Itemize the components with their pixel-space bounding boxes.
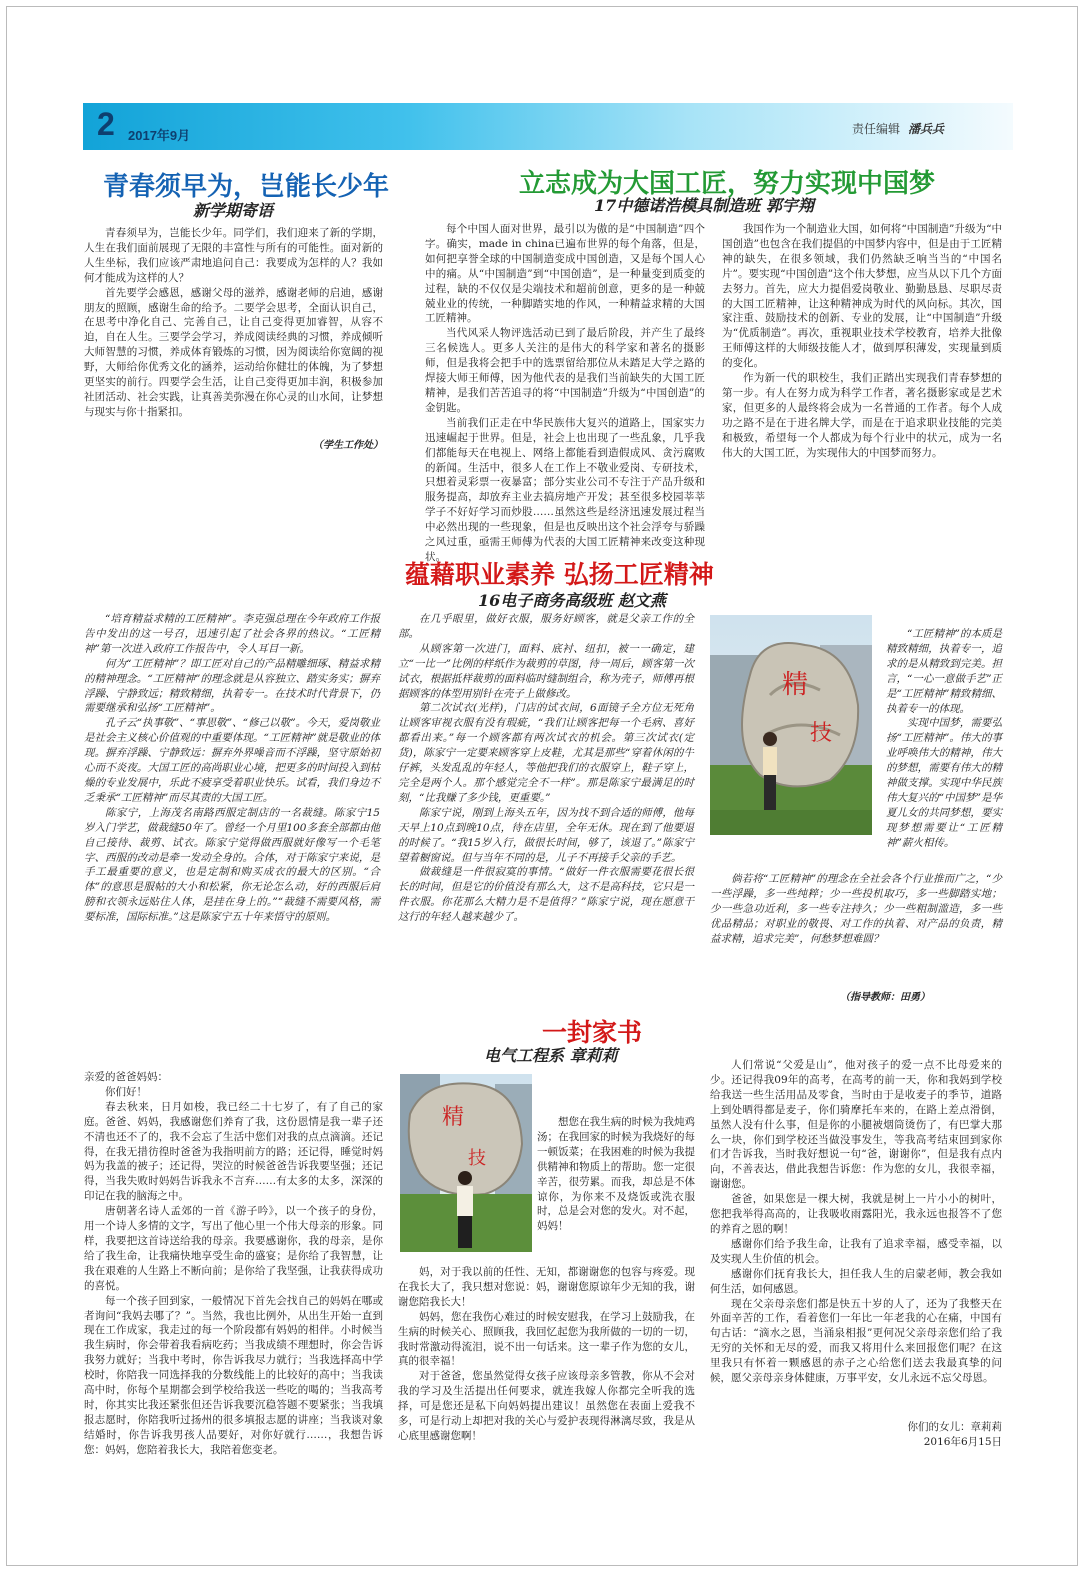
article4-body-col2a <box>537 1070 695 1253</box>
paragraph: 唐朝著名诗人孟郊的一首《游子吟》，以一个孩子的身份，用一个诗人多情的文字，写出了他心里一个伟大母亲的形象。同样，我要把这首诗送给我的母亲。我要感谢你，我的母亲，是你给了我生命，让我痛快地享受生命的盛宴；是你给了我智慧，让我在艰难的人生路上不断向前；是你给了我坚强，让我获得成功的喜悦。 <box>84 1205 383 1292</box>
paragraph: 妈，对于我以前的任性、无知，都谢谢您的包容与疼爱。现在我长大了，我只想对您说：妈，谢谢您原谅年少无知的我，谢谢您陪我长大！ <box>398 1266 695 1308</box>
closing-date: 2016年6月15日 <box>923 1436 1002 1448</box>
article4-byline: 电气工程系 章莉莉 <box>484 1046 618 1065</box>
article2-body-col2 <box>722 222 1002 522</box>
article4-photo <box>400 1074 532 1252</box>
page-number: 2 <box>97 106 115 142</box>
paragraph: 从顾客第一次进门，面料、底衬、纽扣，被一一确定，建立“一比一”比例的样纸作为裁剪的草图，待一周后，顾客第一次试衣，根据抵样裁剪的面料临时缝制组合，称为壳子，师傅再根据顾客的体型用别针在壳子上做修改。 <box>398 642 694 700</box>
article1-body <box>84 226 383 432</box>
paragraph: 青春须早为，岂能长少年。同学们，我们迎来了新的学期，人生在我们面前展现了无限的丰富性与所有的可能性。面对新的人生坐标，我们应该严肃地追问自己：我要成为怎样的人？我如何才能成为这样的人？ <box>84 227 383 284</box>
greeting: 你们好！ <box>105 1085 147 1098</box>
stone-sculpture-image <box>710 615 872 835</box>
svg-text:精: 精 <box>782 670 809 700</box>
article1-title: 青春须早为，岂能长少年 <box>103 172 390 202</box>
editor-name: 潘兵兵 <box>908 122 945 136</box>
paragraph: 现在父亲母亲您们都是快五十岁的人了，还为了我整天在外面辛苦的工作，看着您们一年比一年老我的心在痛，中国有句古话：“滴水之恩，当涌泉相报”更何况父亲母亲您们给了我无穷的关怀和无尽的爱，而我又将用什么来回报您们呢？在这里我只有怀着一颗感恩的赤子之心给您们送去我最真挚的问候，愿父亲母亲身体健康，万事平安，女儿永远不忘父母恩。 <box>710 1297 1002 1385</box>
article4-closing <box>820 1420 1002 1450</box>
closing-sign: 你们的女儿：章莉莉 <box>907 1421 1002 1433</box>
paragraph: 首先要学会感恩，感谢父母的滋养，感谢老师的启迪，感谢朋友的照顾，感谢生命的给予。二要学会思考，全面认识自己，在思考中净化自己、完善自己，让自己变得更加睿智，从容不迫，自在人生。三要学会学习，养成阅读经典的习惯，养成倾听大师智慧的习惯，养成体育锻炼的习惯，因为阅读给你宽阔的视野，大师给你优秀文化的涵养，运动给你健壮的体魄，为了梦想更坚实的前行。四要学会生活，让自己变得更加丰润，积极参加社团活动、社会实践，让真善美弥漫在你心灵的山水间，让梦想与现实与你十指紧扣。 <box>84 286 383 418</box>
article1-signature: （学生工作处） <box>313 440 383 451</box>
paragraph: 妈妈，您在我伤心难过的时候安慰我，在学习上鼓励我，在生病的时候关心、照顾我，我回忆起您为我所做的一切的一切，我时常激动得流泪，说不出一句话来。这一辈子作为您的女儿，真的很幸福！ <box>398 1310 695 1368</box>
svg-text:技: 技 <box>468 1148 486 1169</box>
article4-body-col1 <box>84 1070 383 1490</box>
article2-byline: 17中德诺浩模具制造班 郭宇翔 <box>594 196 814 215</box>
paragraph: 想您在我生病的时候为我炖鸡汤；在我回家的时候为我烧好的每一顿饭菜；在我困难的时候为我提供精神和物质上的帮助。您一定很辛苦，很劳累。而我，却总是不体谅你，为你来不及烧饭或洗衣服时，总是会对您的发火。对不起，妈妈！ <box>537 1116 695 1233</box>
article3-body-col1 <box>84 612 380 1008</box>
paragraph: 感谢你们给予我生命，让我有了追求幸福，感受幸福，以及实现人生价值的机会。 <box>710 1237 1002 1265</box>
paragraph: 实现中国梦，需要弘扬“工匠精神”。伟大的事业呼唤伟大的精神，伟大的梦想，需要有伟大的精神做支撑。实现中华民族伟大复兴的“中国梦”是华夏儿女的共同梦想，要实现梦想需要让“工匠精神”薪火相传。 <box>886 717 1002 849</box>
editor-credit <box>852 120 944 137</box>
paragraph: 在几乎眼里，做好衣服，服务好顾客，就是父亲工作的全部。 <box>398 613 694 640</box>
article4-title: 一封家书 <box>542 1018 643 1047</box>
article3-photo <box>710 615 872 835</box>
article3-body-col2 <box>398 612 694 1008</box>
paragraph: 我国作为一个制造业大国，如何将“中国制造”升级为“中国创造”也包含在我们提倡的中国梦内容中，但是由于工匠精神的缺失，在很多领域，我们仍然缺乏响当当的“中国名片”。要实现“中国创造”这个伟大梦想，应当从以下几个方面去努力。首先，应大力提倡爱岗敬业、勤勤恳恳、尽职尽责的大国工匠精神，让这种精神成为时代的风向标。其次，国家注重、鼓励技术的创新、专业的发展，让“中国制造”升级为“优质制造”。再次，重视职业技术学校教育，培养大批像王师傅这样的大师级技能人才，做到厚积薄发，实现量到质的变化。 <box>722 223 1002 370</box>
article4-body-col3 <box>710 1058 1002 1408</box>
paragraph: 孔子云“执事敬”、“事思敬”、“修己以敬”。今天，爱岗敬业是社会主义核心价值观的中重要体现。“工匠精神”就是敬业的体现。摒弃浮躁、宁静致远：摒弃外界噪音而不浮躁，坚守原始初心而不炎夜。大国工匠的高尚职业心境，把更多的时间投入到枯燥的专业发展中，乐此不疲享受着职业快乐。试看，我们身边不乏秉承“工匠精神”而尽其责的大国工匠。 <box>84 717 380 804</box>
editor-label: 责任编辑 <box>852 122 901 136</box>
svg-text:精: 精 <box>442 1105 465 1130</box>
article3-body-col3b <box>710 872 1002 982</box>
article3-body-col3a <box>886 612 1002 849</box>
paragraph: 当代风采人物评选活动已到了最后阶段，并产生了最终三名候选人。更多人关注的是伟大的科学家和著名的摄影师，但是我将会把手中的选票留给那位从未踏足大学之路的焊接大师王师傅，因为他代表的是我们当前缺失的大国工匠精神，是我们苦苦追寻的将“中国制造”升级为“中国创造”的金钥匙。 <box>425 327 705 414</box>
stone-sculpture-image <box>400 1074 532 1252</box>
paragraph: 春去秋来，日月如梭，我已经二十七岁了，有了自己的家庭。爸爸、妈妈，我感谢您们养育了我，这份恩情是我一辈子还不清也还不了的，我不会忘了生活中您们对我的点点滴滴。还记得，在我无措彷徨时爸爸为我指明前方的路；还记得，睡觉时妈妈为我盖的被子；还记得，哭泣的时候爸爸告诉我要坚强；还记得，当我失败时妈妈告诉我永不言弃……有太多的太多，深深的印记在我的脑海之中。 <box>84 1100 383 1203</box>
paragraph: 陈家宁说，刚到上海头五年，因为找不到合适的师傅，他每天早上10点到晚10点，待在店里，全年无休。现在到了他要退的时候了。“我15岁入行，做很长时间，够了，该退了。”陈家宁望着橱窗说。但与当年不同的是，儿子不再接手父亲的手艺。 <box>398 806 694 864</box>
article2-title: 立志成为大国工匠，努力实现中国梦 <box>519 169 936 199</box>
paragraph: 每个中国人面对世界，最引以为傲的是“中国制造”四个字。确实，made in china已遍布世界的每个角落，但是，如何把享誉全球的中国制造变成中国创造，又是每个国人心中的痛。从“中国制造”到“中国创造”，是一种量变到质变的过程，缺的不仅仅是尖端技术和超前创意，更多的是一种兢兢业业的传统，一种脚踏实地的作风，一种精益求精的大国工匠精神。 <box>425 223 705 325</box>
paragraph: 做裁缝是一件很寂寞的事情。“做好一件衣服需要花很长很长的时间，但是它的价值没有那么大，这不是高科技，它只是一件衣服。你花那么大精力是不是值得？”陈家宁说，现在愿意干这行的年轻人越来越少了。 <box>398 866 694 924</box>
paragraph: 对于爸爸，您虽然觉得女孩子应该母亲多管教，你从不会对我的学习及生活提出任何要求，就连我嫁人你都完全听我的选择，可是您还是私下向妈妈提出建议！虽然您在表面上爱我不多，可是行动上却把对我的关心与爱护表现得淋漓尽致，我是从心底里感谢您啊！ <box>398 1370 695 1442</box>
paragraph: “工匠精神”的本质是精致精细，执着专一，追求的是从精致到完美。担言，“一心一意做手艺”正是“工匠精神”精致精细、执着专一的体现。 <box>886 628 1002 715</box>
paragraph: “培育精益求精的工匠精神”。李克强总理在今年政府工作报告中发出的这一号召，迅速引起了社会各界的热议。“工匠精神”第一次进入政府工作报告中，令人耳目一新。 <box>84 613 380 655</box>
paragraph: 感谢你们抚育我长大，担任我人生的启蒙老师，教会我如何生活，如何感恩。 <box>710 1267 1002 1295</box>
salutation: 亲爱的爸爸妈妈： <box>84 1071 168 1083</box>
paragraph: 何为“工匠精神”？即工匠对自己的产品精雕细琢、精益求精的精神理念。“工匠精神”的理念就是从容独立、踏实务实；摒弃浮躁、宁静致远；精致精细，执着专一。在技术时代背景下，仍需要继承和弘扬“工匠精神”。 <box>84 657 380 715</box>
article2-body-col1 <box>425 222 705 563</box>
paragraph: 倘若将“工匠精神”的理念在全社会各个行业推而广之，“少一些浮躁，多一些纯粹；少一些投机取巧，多一些脚踏实地；少一些急功近利，多一些专注持久；少一些粗制滥造，多一些优品精品；对职业的敬畏、对工作的执着、对产品的负责，精益求精，追求完美”，何愁梦想难圆？ <box>710 873 1002 945</box>
svg-text:技: 技 <box>810 721 833 746</box>
paragraph: 当前我们正走在中华民族伟大复兴的道路上，国家实力迅速崛起于世界。但是，社会上也出现了一些乱象，几乎我们都能每天在电视上、网络上都能看到造假成风、贪污腐败的新闻。生活中，很多人在工作上不敬业爱岗、专研技术，只想着灵彩票一夜暴富；部分实业公司不专注于产品升级和服务提高，却放弃主业去搞房地产开发；甚至很多校园莘莘学子不好好学习而炒股……虽然这些是经济迅速发展过程当中必然出现的一些现象，但是也反映出这个社会浮夸与骄躁之风过重，亟需王师傅为代表的大国工匠精神来改变这种现状。 <box>425 416 705 563</box>
paragraph: 作为新一代的职校生，我们正踏出实现我们青春梦想的第一步。有人在努力成为科学工作者，著名摄影家或是艺术家，但更多的人最终将会成为一名普通的工作者。每个人成功之路不是在于进名牌大学，而是在于追求职业技能的完美和极致，希望每一个人都成为每个行业中的状元，成为一名伟大的大国工匠，为实现伟大的中国梦而努力。 <box>722 372 1002 459</box>
article1-byline: 新学期寄语 <box>193 201 274 220</box>
paragraph: 第二次试衣(光样)，门店的试衣间，6面镜子全方位无死角让顾客审视衣服有没有瑕疵，“我们让顾客把每一个毛病、喜好都看出来。”每一个顾客都有两次试衣的机会。第三次试衣(定货)，陈家宁一定要来顾客穿上皮鞋，尤其是那些“穿着休闲的牛仔裤，头发乱乱的年轻人，等他把我们的衣服穿上，鞋子穿上，完全是两个人。那个感觉完全不一样”。那是陈家宁最满足的时刻，“比我赚了多少钱，更重要。” <box>398 702 694 804</box>
paragraph: 每一个孩子回到家，一般情况下首先会找自己的妈妈在哪或者询问“我妈去哪了？”。当然，我也比例外，从出生开始一直到现在工作成家，我走过的每一个阶段都有妈妈的相伴。小时候当我生病时，你会带着我看病吃药；当我成绩不理想时，你会告诉我努力就好；当我中考时，你告诉我尽力就行；当我选择高中学校时，你陪我一同选择我的分数线能上的比较好的高中；当我读高中时，你每个星期都会到学校给我送一些吃的喝的；当我高考时，你其实比我还紧张但还告诉我要沉稳答题不要紧张；当我填报志愿时，你陪我听过扬州的很多填报志愿的讲座；当我谈对象结婚时，你告诉我男孩人品要好，对你好就行……，我想告诉您：妈妈，您陪着我长大，我陪着您变老。 <box>84 1294 383 1456</box>
article3-title: 蕴藉职业素养 弘扬工匠精神 <box>405 560 714 589</box>
article3-signature: （指导教师：田勇） <box>840 992 930 1003</box>
paragraph: 人们常说“父爱是山”，他对孩子的爱一点不比母爱来的少。还记得我09年的高考，在高考的前一天，你和我妈到学校给我送一些生活用品及零食，当时由于是收麦子的季节，道路上到处晒得都是麦子，你们骑摩托车来的，在路上差点滑倒，虽然人没有什么事，但是你的小腿被烟筒烫伤了，有巴掌大那么一块，你们到学校还当做没事发生，等我高考结束回到家你们才告诉我，当时我好想说一句“爸，谢谢你”，但是我有点内向，不善表达，借此我想告诉您：作为您的女儿，我很幸福，谢谢您。 <box>710 1059 1002 1191</box>
issue-date: 2017年9月 <box>128 128 191 143</box>
article3-byline: 16电子商务高级班 赵文燕 <box>478 591 666 610</box>
paragraph: 爸爸，如果您是一棵大树，我就是树上一片小小的树叶，您把我举得高高的，让我吸收雨露阳光，我永远也报答不了您的养育之恩的啊！ <box>710 1193 1002 1235</box>
paragraph: 陈家宁，上海茂名南路西服定制店的一名裁缝。陈家宁15岁入门学艺，做裁缝50年了。曾经一个月里100多套全部都由他自己接待、裁剪、试衣。陈家宁觉得做西服就好像写一个毛笔字、西服的改动是牵一发动全身的。合体，对于陈家宁来说，是手工最重要的意义，也是定制和购买成衣的最大的区别。“合体”的意思是服帖的大小和松紧，你无论怎么动，好的西服后肩膀和衣领永远贴住人体，是挂在身上的。”“裁缝不需要风格，需要标准，国际标准。”这是陈家宁五十年来悟守的原则。 <box>84 806 380 924</box>
article4-body-col2b <box>398 1265 695 1485</box>
